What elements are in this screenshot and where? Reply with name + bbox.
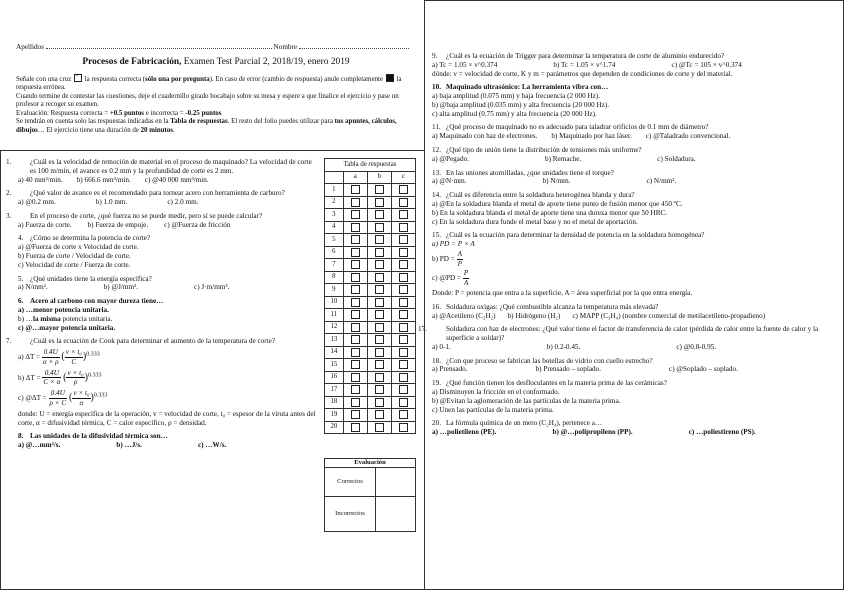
q12-option-c[interactable]: c) Soldadura. xyxy=(657,154,696,163)
answer-checkbox[interactable] xyxy=(351,260,360,269)
q13-option-a[interactable]: a) @N·mm. xyxy=(432,177,467,186)
answer-cell-c xyxy=(391,309,415,322)
answer-cell-b xyxy=(367,259,391,272)
q18-option-b[interactable]: b) Prensado – soplado. xyxy=(535,365,602,374)
answer-cell-c xyxy=(391,396,415,409)
answer-row xyxy=(325,421,416,434)
q11-option-b[interactable]: b) Maquinado por haz láser. xyxy=(551,132,632,141)
answer-cell-a xyxy=(343,359,367,372)
answer-col-a: a xyxy=(343,171,367,184)
answer-cell-c xyxy=(391,271,415,284)
answer-cell-b xyxy=(367,384,391,397)
answer-row xyxy=(325,359,416,372)
answer-row xyxy=(325,184,416,197)
answer-cell-b xyxy=(367,321,391,334)
q17-option-a[interactable]: a) 0-1. xyxy=(432,342,451,351)
evaluation-box xyxy=(324,458,416,532)
answer-cell-c xyxy=(391,234,415,247)
answer-checkbox[interactable] xyxy=(375,235,384,244)
q1-option-a[interactable]: a) 40 mm³/min. xyxy=(18,175,63,184)
answer-cell-a xyxy=(343,221,367,234)
title-bold: Procesos de Fabricación, xyxy=(82,57,182,67)
answer-checkbox[interactable] xyxy=(375,348,384,357)
answer-cell-a xyxy=(343,209,367,222)
answer-cell-c xyxy=(391,384,415,397)
answer-cell-b xyxy=(367,221,391,234)
answer-cell-a xyxy=(343,259,367,272)
answer-cell-b xyxy=(367,246,391,259)
q19-option-b[interactable]: b) @Evitan la aglomeración de las partículas de la materia prima. xyxy=(432,396,621,405)
answer-row xyxy=(325,384,416,397)
question-10: 10. Maquinado ultrasónico: La herramienta vibra con… a) baja amplitud (0.075 mm) y baja frecuencia (2 000 Hz). b) @baja amplitud (0.035 mm) y alta frecuencia (20 000 Hz). c) alta amplitud (0.75 mm) y alta frecuencia (20 000 Hz). xyxy=(432,83,836,118)
q11-option-c[interactable]: c) @Taladrado convencional. xyxy=(645,132,731,141)
answer-checkbox[interactable] xyxy=(399,285,408,294)
answer-cell-c xyxy=(391,259,415,272)
answer-col-b: b xyxy=(367,171,391,184)
answer-checkbox[interactable] xyxy=(399,210,408,219)
answer-checkbox[interactable] xyxy=(351,235,360,244)
answer-cell-a xyxy=(343,271,367,284)
answer-row xyxy=(325,296,416,309)
q14-option-c[interactable]: c) En la soldadura dura funde el metal base y no el metal de aportación. xyxy=(432,217,638,226)
q16-option-c[interactable]: c) MAPP (C₃H₄) (nombre comercial de metilacetileno-propadieno) xyxy=(572,311,766,320)
answer-checkbox[interactable] xyxy=(351,285,360,294)
answer-checkbox[interactable] xyxy=(399,185,408,194)
answer-row-number: 7 xyxy=(325,259,344,272)
answer-cell-a xyxy=(343,321,367,334)
answer-cell-a xyxy=(343,296,367,309)
answer-cell-b xyxy=(367,309,391,322)
answer-checkbox[interactable] xyxy=(375,185,384,194)
answer-checkbox[interactable] xyxy=(399,298,408,307)
q5-option-a[interactable]: a) N/mm². xyxy=(18,283,48,292)
q19-option-a[interactable]: a) Disminuyen la fricción en el conformado. xyxy=(432,388,560,396)
answer-cell-b xyxy=(367,196,391,209)
q20-option-a[interactable]: a) …polietileno (PE). xyxy=(432,428,497,437)
answer-cell-a xyxy=(343,409,367,422)
answer-row-number: 6 xyxy=(325,246,344,259)
q18-option-a[interactable]: a) Prensado. xyxy=(432,365,468,374)
answer-row-number: 15 xyxy=(325,359,344,372)
answer-checkbox[interactable] xyxy=(375,310,384,319)
answer-row-number: 4 xyxy=(325,221,344,234)
q9-option-b[interactable]: b) Tc = 1.05 × v^1.74 xyxy=(553,60,616,69)
answer-cell-c xyxy=(391,321,415,334)
answer-checkbox[interactable] xyxy=(399,260,408,269)
q9-where: dónde: v = velocidad de corte, K y m = parámetros que dependen de condiciones de corte y del material. xyxy=(432,69,733,78)
name-fields xyxy=(16,43,416,52)
q6-option-b[interactable]: b) …la misma potencia unitaria. xyxy=(18,314,113,323)
answer-row-number: 11 xyxy=(325,309,344,322)
cross-icon: × xyxy=(74,74,82,82)
correct-row xyxy=(325,468,415,497)
answer-cell-a xyxy=(343,396,367,409)
answer-checkbox[interactable] xyxy=(399,248,408,257)
question-12: 12. ¿Qué tipo de unión tiene la distribución de tensiones más uniforme? a) @Pegado. b) Remache. c) Soldadura. xyxy=(432,146,696,163)
answer-checkbox[interactable] xyxy=(375,335,384,344)
answer-checkbox[interactable] xyxy=(351,348,360,357)
question-16: 16. Soldadura oxigas: ¿Qué combustible alcanza la temperatura más elevada? a) @Acetileno (C₂H₂) b) Hidrógeno (H₂) c) MAPP (C₃H₄) (nombre comercial de metilacetileno-propadieno) xyxy=(432,302,766,320)
q7-option-c[interactable]: c) @ΔT = $\frac{0.4U}{\rho \times C}$ ( $\frac{\text{v × t₀}}{\alpha}$ )$^{0.333}$ xyxy=(18,389,108,407)
answer-checkbox[interactable] xyxy=(375,248,384,257)
answer-cell-c xyxy=(391,371,415,384)
q19-option-c[interactable]: c) Unen las partículas de la materia prima. xyxy=(432,405,554,414)
q8-option-c[interactable]: c) …W/s. xyxy=(197,441,227,450)
answer-row-number: 2 xyxy=(325,196,344,209)
question-1: 1. ¿Cuál es la velocidad de remoción de material en el proceso de maquinado? La velocidad de corte es 100 m/min, el avance es 0.2 mm y la profundidad de corte es 2 mm. a) 40 mm³/min. b) 666.6 mm³/min. c) @40 000 mm³/min. xyxy=(6,158,312,184)
answer-checkbox[interactable] xyxy=(351,373,360,382)
q11-option-a[interactable]: a) Maquinado con haz de electrones. xyxy=(432,132,538,141)
answer-checkbox[interactable] xyxy=(375,198,384,207)
apellidos-label: Apellidos xyxy=(16,43,44,51)
answer-checkbox[interactable] xyxy=(375,273,384,282)
q12-option-b[interactable]: b) Remache. xyxy=(544,154,582,163)
q15-option-b[interactable]: b) PD = $\frac{A}{P}$ xyxy=(432,249,463,268)
header-blank xyxy=(325,171,344,184)
answer-row-number: 8 xyxy=(325,271,344,284)
q16-option-a[interactable]: a) @Acetileno (C₂H₂) xyxy=(432,311,496,320)
instruction-2: Cuando termine de contestar las cuestiones, deje el cuadernillo girado bocabajo sobre su mesa y espere a que finalice el ejercicio y pase un profesor a recoger su examen. xyxy=(16,92,399,109)
answer-row-number: 3 xyxy=(325,209,344,222)
q7-option-b[interactable]: b) ΔT = $\frac{0.4U}{C \times \alpha}$ ( $\frac{\text{v × t₀}}{\rho}$ )$^{0.333}$ xyxy=(18,368,102,387)
answer-checkbox[interactable] xyxy=(375,298,384,307)
answer-row-number: 19 xyxy=(325,409,344,422)
answer-cell-c xyxy=(391,409,415,422)
answer-checkbox[interactable] xyxy=(375,385,384,394)
left-questions xyxy=(6,158,318,455)
question-5: 5. ¿Qué unidades tiene la energía específica? a) N/mm². b) @J/mm³. c) J·m/mm³. xyxy=(18,274,230,292)
answer-checkbox[interactable] xyxy=(351,223,360,232)
answer-cell-c xyxy=(391,346,415,359)
q10-option-c[interactable]: c) alta amplitud (0.75 mm) y alta frecuencia (20 000 Hz). xyxy=(432,109,597,118)
q12-option-a[interactable]: a) @Pegado. xyxy=(432,154,469,163)
answer-checkbox[interactable] xyxy=(399,273,408,282)
answer-row xyxy=(325,334,416,347)
q18-option-c[interactable]: c) @Soplado – soplado. xyxy=(669,365,738,374)
answer-checkbox[interactable] xyxy=(375,210,384,219)
q6-option-c[interactable]: c) @…mayor potencia unitaria. xyxy=(18,323,116,332)
answer-table-header xyxy=(325,171,416,184)
q13-option-b[interactable]: b) N/mm. xyxy=(542,177,571,186)
answer-cell-a xyxy=(343,334,367,347)
q15-option-a[interactable]: a) PD = P × A xyxy=(432,240,475,249)
q8-option-a[interactable]: a) @…mm²/s. xyxy=(18,441,61,450)
q7-where: donde: U = energía específica de la operación, v = velocidad de corte, t₀ = espesor de la viruta antes del corte, α = difusividad térmica, C = calor específico, ρ = densidad. xyxy=(18,409,316,427)
answer-checkbox[interactable] xyxy=(399,335,408,344)
answer-cell-b xyxy=(367,271,391,284)
q17-option-c[interactable]: c) @0.8-0.95. xyxy=(676,342,717,351)
question-18: 18. ¿Con que proceso se fabrican las botellas de vidrio con cuello estrecho? a) Prensado. b) Prensado – soplado. c) @Soplado – soplado. xyxy=(432,356,738,374)
q8-option-b[interactable]: b) …J/s. xyxy=(116,441,142,450)
answer-cell-c xyxy=(391,246,415,259)
answer-row xyxy=(325,209,416,222)
question-20: 20. La fórmula química de un mero (C₂H₄), pertenece a… a) …polietileno (PE). b) @…polipropileno (PP). c) …poliestireno (PS). xyxy=(432,419,756,437)
answer-cell-b xyxy=(367,296,391,309)
answer-checkbox[interactable] xyxy=(375,260,384,269)
answer-cell-b xyxy=(367,396,391,409)
answer-row-number: 17 xyxy=(325,384,344,397)
answer-checkbox[interactable] xyxy=(375,360,384,369)
q17-option-b[interactable]: b) 0.2-0.45. xyxy=(546,342,581,351)
q3-option-b[interactable]: b) Fuerza de empuje. xyxy=(87,220,149,229)
answer-checkbox[interactable] xyxy=(351,360,360,369)
answer-checkbox[interactable] xyxy=(351,248,360,257)
question-11: 11. ¿Qué proceso de maquinado no es adecuado para taladrar orificios de 0.1 mm de diámetro? a) Maquinado con haz de electrones. b) Maquinado por haz láser. c) @Taladrado convencional. xyxy=(432,123,731,141)
answer-table xyxy=(324,158,416,434)
answer-checkbox[interactable] xyxy=(399,310,408,319)
answer-checkbox[interactable] xyxy=(375,285,384,294)
answer-row xyxy=(325,259,416,272)
answer-cell-a xyxy=(343,346,367,359)
answer-cell-b xyxy=(367,209,391,222)
question-7: 7. ¿Cuál es la ecuación de Cook para determinar el aumento de la temperatura de corte? a) ΔT = $\frac{0.4U}{\alpha \times \rho}$ ( $\frac{\text{v × t₀}}{C}$ )$^{0.333}$ b) ΔT = $\frac{0.4U}{C \times \alpha}$ ( $\frac{\text{v × t₀}}{\rho}$ )$^{0.333}$ c) @ΔT = $\frac{0.4U}{\rho \times C}$ ( $\frac{\text{v × t₀}}{\alpha}$ )$^{0.333}$ donde: U = energía específica de la operación, v = velocidad de corte, t₀ = espesor de la viruta antes del corte, α = difusividad térmica, C = calor específico, ρ = densidad. xyxy=(18,337,318,427)
answer-checkbox[interactable] xyxy=(399,423,408,432)
question-17: 17. Soldadura con haz de electrones: ¿Qué valor tiene el factor de transferencia de calor (pérdida de calor entre la fuente de calor y la superficie a soldar)? a) 0-1. b) 0.2-0.45. c) @0.8-0.95. xyxy=(418,325,819,351)
q9-option-a[interactable]: a) Tc = 1.05 × v^0.374 xyxy=(432,60,498,69)
answer-checkbox[interactable] xyxy=(351,323,360,332)
answer-cell-b xyxy=(367,284,391,297)
question-19: 19. ¿Qué función tienen los desfloculantes en la materia prima de las cerámicas? a) Disminuyen la fricción en el conformado. b) @Evitan la aglomeración de las partículas de la materia prima. c) Unen las partículas de la materia prima. xyxy=(432,379,836,414)
answer-checkbox[interactable] xyxy=(399,410,408,419)
right-questions xyxy=(418,52,836,442)
answer-row xyxy=(325,396,416,409)
q10-option-b[interactable]: b) @baja amplitud (0.035 mm) y alta frecuencia (20 000 Hz). xyxy=(432,100,610,109)
answer-row xyxy=(325,196,416,209)
answer-row-number: 16 xyxy=(325,371,344,384)
answer-checkbox[interactable] xyxy=(399,223,408,232)
answer-checkbox[interactable] xyxy=(375,398,384,407)
answer-row xyxy=(325,221,416,234)
question-2: 2. ¿Qué valor de avance es el recomendado para tornear acero con herramienta de carburo? a) @0.2 mm. b) 1.0 mm. c) 2.0 mm. xyxy=(6,189,285,207)
answer-checkbox[interactable] xyxy=(351,298,360,307)
incorrect-label: Incorrectos xyxy=(325,497,376,531)
answer-row-number: 10 xyxy=(325,296,344,309)
q13-option-c[interactable]: c) N/mm². xyxy=(646,177,677,186)
answer-cell-b xyxy=(367,371,391,384)
answer-checkbox[interactable] xyxy=(375,410,384,419)
q14-option-a[interactable]: a) @En la soldadura blanda el metal de aporte tiene punto de fusión menor que 450 ºC. xyxy=(432,199,683,208)
answer-cell-c xyxy=(391,359,415,372)
question-13: 13. En las uniones atornilladas, ¿que unidades tiene el torque? a) @N·mm. b) N/mm. c) N/mm². xyxy=(432,168,677,186)
answer-checkbox[interactable] xyxy=(375,223,384,232)
answer-row xyxy=(325,271,416,284)
answer-checkbox[interactable] xyxy=(399,235,408,244)
answer-row-number: 12 xyxy=(325,321,344,334)
instructions: Señale con una cruz × la respuesta correcta (sólo una por pregunta). En caso de error (cambio de respuesta) anule completamente la respuesta errónea. Cuando termine de contestar las cuestiones, deje el cuadernillo girado bocabajo sobre su mesa y espere a que finalice el ejercicio y pase un profesor a recoger su examen. Evaluación: Respuesta correcta = +0.5 puntos e incorrecta = -0.25 puntos Se tendrán en cuenta solo las respuestas indicadas en la Tabla de respuestas. El resto del folio puedes utilizar para tus apuntes, cálculos, dibujos… El ejercicio tiene una duración de 20 minutos. xyxy=(16,74,418,135)
q2-option-b[interactable]: b) 1.0 mm. xyxy=(95,198,128,207)
filled-square-icon xyxy=(386,74,394,82)
answer-checkbox[interactable] xyxy=(375,373,384,382)
question-8: 8. Las unidades de la difusividad térmica son… a) @…mm²/s. b) …J/s. c) …W/s. xyxy=(18,432,227,450)
answer-cell-b xyxy=(367,409,391,422)
answer-cell-c xyxy=(391,296,415,309)
question-4: 4. ¿Cómo se determina la potencia de corte? a) @Fuerza de corte x Velocidad de corte. b) Fuerza de corte / Velocidad de corte. c) Velocidad de corte / Fuerza de corte. xyxy=(18,234,318,269)
answer-row xyxy=(325,234,416,247)
answer-checkbox[interactable] xyxy=(351,410,360,419)
answer-row-number: 14 xyxy=(325,346,344,359)
question-3: 3. En el proceso de corte, ¿qué fuerza no se puede medir, pero sí se puede calcular? a) Fuerza de corte. b) Fuerza de empuje. c) @Fuerza de fricción xyxy=(6,211,263,229)
question-6: 6. Acero al carbono con mayor dureza tiene… a) …menor potencia unitaria. b) …la misma potencia unitaria. c) @…mayor potencia unitaria. xyxy=(18,297,318,332)
answer-checkbox[interactable] xyxy=(351,198,360,207)
answer-checkbox[interactable] xyxy=(399,323,408,332)
nombre-field[interactable] xyxy=(299,48,409,49)
answer-cell-a xyxy=(343,184,367,197)
correct-label: Correctos xyxy=(325,468,376,496)
answer-row-number: 18 xyxy=(325,396,344,409)
answer-cell-b xyxy=(367,346,391,359)
answer-cell-c xyxy=(391,196,415,209)
answer-row xyxy=(325,309,416,322)
q3-option-c[interactable]: c) @Fuerza de fricción xyxy=(164,220,231,229)
answer-checkbox[interactable] xyxy=(399,348,408,357)
answer-checkbox[interactable] xyxy=(399,373,408,382)
q4-option-c[interactable]: c) Velocidad de corte / Fuerza de corte. xyxy=(18,260,131,269)
answer-row-number: 1 xyxy=(325,184,344,197)
q10-option-a[interactable]: a) baja amplitud (0.075 mm) y baja frecuencia (2 000 Hz). xyxy=(432,92,601,101)
answer-cell-a xyxy=(343,421,367,434)
answer-row xyxy=(325,321,416,334)
answer-cell-c xyxy=(391,284,415,297)
answer-cell-a xyxy=(343,371,367,384)
answer-cell-c xyxy=(391,209,415,222)
answer-cell-b xyxy=(367,421,391,434)
answer-checkbox[interactable] xyxy=(375,323,384,332)
answer-checkbox[interactable] xyxy=(399,360,408,369)
answer-cell-c xyxy=(391,421,415,434)
q15-option-c[interactable]: c) @PD = $\frac{P}{A}$ xyxy=(432,269,469,288)
answer-checkbox[interactable] xyxy=(351,385,360,394)
answer-checkbox[interactable] xyxy=(399,385,408,394)
answer-cell-a xyxy=(343,246,367,259)
apellidos-field[interactable] xyxy=(46,48,272,49)
answer-cell-a xyxy=(343,196,367,209)
q4-option-a[interactable]: a) @Fuerza de corte x Velocidad de corte. xyxy=(18,243,139,252)
answer-cell-b xyxy=(367,234,391,247)
answer-cell-c xyxy=(391,184,415,197)
q4-option-b[interactable]: b) Fuerza de corte / Velocidad de corte. xyxy=(18,252,131,261)
q14-option-b[interactable]: b) En la soldadura blanda el metal de aporte tiene una dureza menor que 50 HRC. xyxy=(432,208,668,217)
exam-title xyxy=(16,57,416,68)
q2-option-a[interactable]: a) @0.2 mm. xyxy=(18,198,56,207)
answer-checkbox[interactable] xyxy=(399,398,408,407)
q5-option-c[interactable]: c) J·m/mm³. xyxy=(194,283,230,292)
answer-checkbox[interactable] xyxy=(351,210,360,219)
answer-row xyxy=(325,346,416,359)
answer-row xyxy=(325,284,416,297)
q9-option-c[interactable]: c) @Tc = 105 × v^0.374 xyxy=(671,60,742,69)
answer-checkbox[interactable] xyxy=(399,198,408,207)
q16-option-b[interactable]: b) Hidrógeno (H₂) xyxy=(507,311,561,320)
q6-option-a[interactable]: a) …menor potencia unitaria. xyxy=(18,305,109,314)
answer-table-body xyxy=(325,184,416,434)
q15-where: Donde: P = potencia que entra a la superficie, A = área superficial por la que entra energía. xyxy=(432,288,693,297)
question-15: 15. ¿Cuál es la ecuación para determinar la densidad de potencia en la soldadura homogénea? a) PD = P × A b) PD = $\frac{A}{P}$ c) @PD = $\frac{P}{A}$ Donde: P = potencia que entra a la superficie, A = área superficial por la que entra energía. xyxy=(432,231,836,297)
answer-table-title: Tabla de respuestas xyxy=(325,159,416,172)
answer-row xyxy=(325,409,416,422)
q5-option-b[interactable]: b) @J/mm³. xyxy=(103,283,139,292)
answer-row-number: 9 xyxy=(325,284,344,297)
answer-cell-a xyxy=(343,384,367,397)
q3-option-a[interactable]: a) Fuerza de corte. xyxy=(18,220,72,229)
answer-checkbox[interactable] xyxy=(351,398,360,407)
answer-cell-a xyxy=(343,284,367,297)
answer-checkbox[interactable] xyxy=(351,273,360,282)
answer-checkbox[interactable] xyxy=(351,310,360,319)
question-9: 9. ¿Cuál es la ecuación de Trigger para determinar la temperatura de corte de aluminio endurecido? a) Tc = 1.05 × v^0.374 b) Tc = 1.05 × v^1.74 c) @Tc = 105 × v^0.374 dónde: v = velocidad de corte, K y m = parámetros que dependen de condiciones de corte y del material. xyxy=(432,52,836,78)
q2-option-c[interactable]: c) 2.0 mm. xyxy=(167,198,199,207)
incorrect-row xyxy=(325,497,415,531)
answer-checkbox[interactable] xyxy=(351,185,360,194)
answer-cell-c xyxy=(391,334,415,347)
evaluation-title: Evaluación xyxy=(325,459,415,468)
question-14: 14. ¿Cuál es diferencia entre la soldadura heterogénea blanda y dura? a) @En la soldadura blanda el metal de aporte tiene punto de fusión menor que 450 ºC. b) En la soldadura blanda el metal de aporte tiene una dureza menor que 50 HRC. c) En la soldadura dura funde el metal base y no el metal de aportación. xyxy=(432,191,836,226)
nombre-label: Nombre xyxy=(273,43,298,51)
answer-cell-b xyxy=(367,184,391,197)
answer-row-number: 5 xyxy=(325,234,344,247)
answer-checkbox[interactable] xyxy=(351,335,360,344)
answer-cell-b xyxy=(367,334,391,347)
answer-row-number: 13 xyxy=(325,334,344,347)
q20-option-c[interactable]: c) …poliestireno (PS). xyxy=(688,428,756,437)
answer-cell-a xyxy=(343,309,367,322)
answer-checkbox[interactable] xyxy=(375,423,384,432)
q7-option-a[interactable]: a) ΔT = $\frac{0.4U}{\alpha \times \rho}$ ( $\frac{\text{v × t₀}}{C}$ )$^{0.333}$ xyxy=(18,348,100,366)
answer-col-c: c xyxy=(391,171,415,184)
q20-option-b[interactable]: b) @…polipropileno (PP). xyxy=(552,428,633,437)
answer-row xyxy=(325,246,416,259)
answer-cell-a xyxy=(343,234,367,247)
answer-cell-b xyxy=(367,359,391,372)
q1-option-c[interactable]: c) @40 000 mm³/min. xyxy=(144,175,209,184)
q1-option-b[interactable]: b) 666.6 mm³/min. xyxy=(76,175,131,184)
answer-cell-c xyxy=(391,221,415,234)
answer-row xyxy=(325,371,416,384)
title-rest: Examen Test Parcial 2, 2018/19, enero 2019 xyxy=(181,57,350,67)
answer-row-number: 20 xyxy=(325,421,344,434)
answer-checkbox[interactable] xyxy=(351,423,360,432)
